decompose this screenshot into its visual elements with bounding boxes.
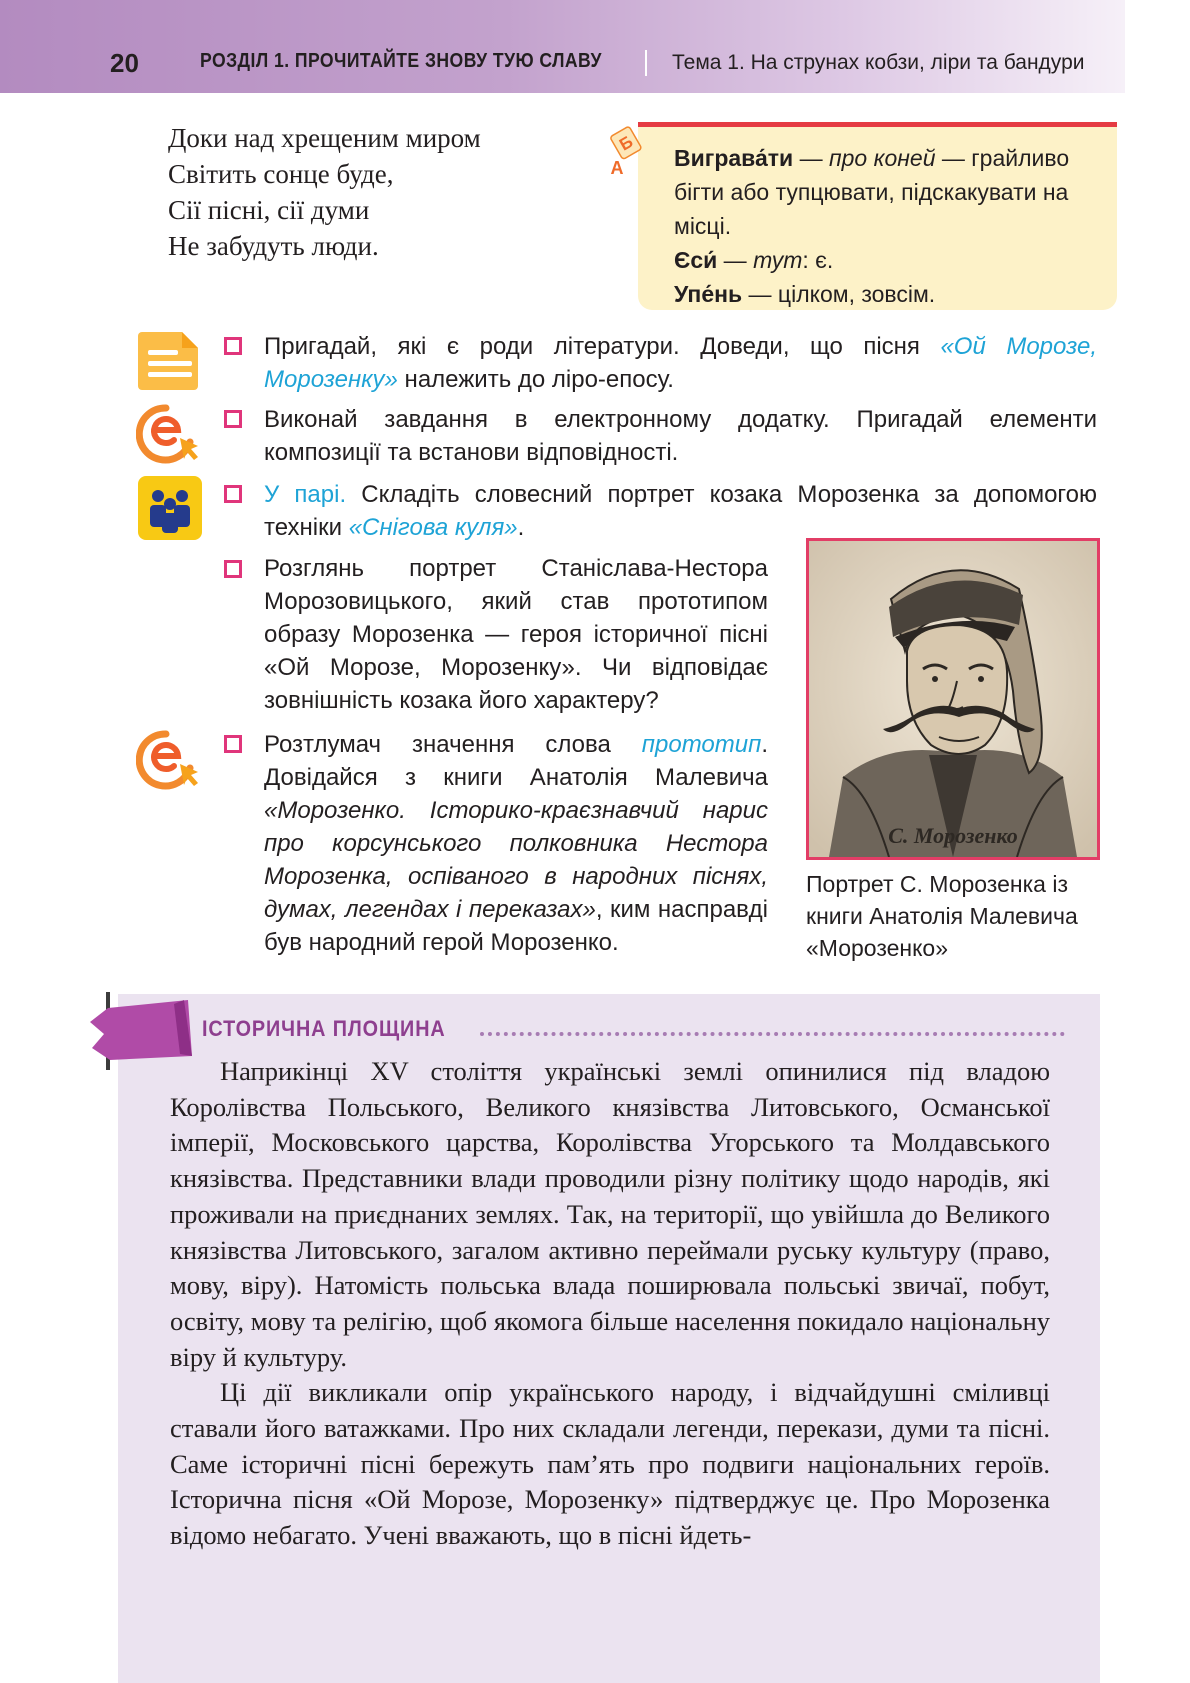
task-bullet [224, 485, 242, 503]
glossary-entry [674, 277, 1103, 311]
task-text: . [517, 514, 525, 541]
song-title-link[interactable]: «Ой Морозе, Морозенку» [264, 333, 1098, 393]
header-separator [645, 50, 647, 76]
portrait-caption: Портрет С. Морозенка із книги Анатолія Малевича «Морозенко» [806, 871, 1078, 961]
term-link[interactable]: прототип [641, 731, 762, 758]
task-text: , ким насправді був народний герой Морозенко. [264, 896, 768, 956]
task-item [264, 728, 768, 959]
task-bullet [224, 337, 242, 355]
pair-work-icon [138, 476, 202, 540]
task-item: Розглянь портрет Станіслава-Нестора Морозовицького, який став прототипом образу Морозенка — героя історичної пісні «Ой Морозе, Морозенку». Чи відповідає зовнішність козака його характеру? [264, 555, 768, 714]
glossary-entry [674, 141, 1103, 243]
task-item [264, 478, 1097, 544]
e-learning-icon[interactable] [136, 402, 206, 464]
portrait-signature: С. Морозенко [888, 823, 1018, 848]
topic-title: Тема 1. На струнах кобзи, ліри та бандури [672, 51, 1085, 74]
page-header [0, 0, 1125, 93]
abc-dictionary-icon [608, 125, 652, 179]
task-text: належить до ліро-епосу. [397, 366, 674, 393]
poem-line: Доки над хрещеним миром [168, 123, 481, 153]
glossary-note: про коней [828, 145, 936, 171]
book-title: «Морозенко. Історико-краєзнавчий нарис про корсунського полковника Нестора Морозенка, оспіваного в народних піснях, думах, легендах і переказах» [264, 797, 768, 923]
task-bullet [224, 410, 242, 428]
history-title: ІСТОРИЧНА ПЛОЩИНА [202, 1016, 446, 1041]
glossary-box [638, 122, 1117, 310]
glossary-entry [674, 243, 1103, 277]
history-paragraph: Ці дії викликали опір українського народу, і відчайдушні сміливці ставали його ватажками. Про них складали легенди, перекази, думи та пісні. Саме історичні пісні бережуть пам’ять про подвиги національних героїв. Історична пісня «Ой Морозе, Морозенку» підтверджує це. Про Морозенка відомо небагато. Учені вважають, що в пісні йдеть- [170, 1377, 1050, 1551]
task-bullet [224, 560, 242, 578]
poem-line: Не забудуть люди. [168, 231, 379, 261]
glossary-note: тут [753, 247, 803, 273]
poem-line: Сії пісні, сії думи [168, 195, 370, 225]
glossary-term: Упе́нь [674, 281, 743, 307]
section-title: РОЗДІЛ 1. ПРОЧИТАЙТЕ ЗНОВУ ТУЮ СЛАВУ [200, 50, 602, 72]
task-text: Складіть словесний портрет козака Морозенка за допомогою техніки [264, 481, 1098, 541]
task-text: . Довідайся з книги Анатолія Малевича [264, 731, 768, 791]
title-dotted-line [480, 1032, 1065, 1036]
glossary-definition: — грайливо бігти або тупцювати, підскакувати на місці. [674, 145, 1070, 239]
poem-stanza [168, 120, 481, 264]
abc-letter-a: А [610, 158, 624, 178]
poem-line: Світить сонце буде, [168, 159, 394, 189]
pair-work-label: У парі. [264, 481, 347, 508]
glossary-dash: — [717, 247, 754, 273]
glossary-definition: : є. [802, 247, 834, 273]
history-paragraph: Наприкінці XV століття українські землі опинилися під владою Королівства Польського, Великого князівства Литовського, Османської імперії, Московського царства, Королівства Угорського та Молдавського князівства. Представники влади проводили різну політику щодо народів, які проживали на приєднаних землях. Так, на території, що увійшла до Великого князівства Литовського, загалом активно переймали руську культуру (право, мову, віру). Натомість польська влада поширювала польські звичаї, побут, освіту, мову та релігію, щоб якомога більше населення покидало національну віру й культуру. [170, 1056, 1050, 1372]
abc-letter-b: Б [616, 131, 637, 155]
technique-link[interactable]: «Снігова куля» [348, 514, 518, 541]
portrait-image [806, 538, 1100, 860]
document-icon [138, 328, 202, 394]
glossary-dash: — [793, 145, 829, 171]
glossary-definition: — цілком, зовсім. [742, 281, 936, 307]
e-learning-icon[interactable] [136, 728, 206, 790]
glossary-term: Виграва́ти [674, 145, 794, 171]
glossary-term: Єси́ [674, 247, 718, 273]
task-text: Розтлумач значення слова [264, 731, 642, 758]
page-number: 20 [110, 48, 139, 78]
task-item [264, 330, 1097, 396]
task-item: Виконай завдання в електронному додатку. Пригадай елементи композиції та встанови відповідності. [264, 406, 1097, 466]
history-text [170, 1054, 1050, 1554]
task-bullet [224, 735, 242, 753]
task-text: Пригадай, які є роди літератури. Доведи, що пісня [264, 333, 941, 360]
